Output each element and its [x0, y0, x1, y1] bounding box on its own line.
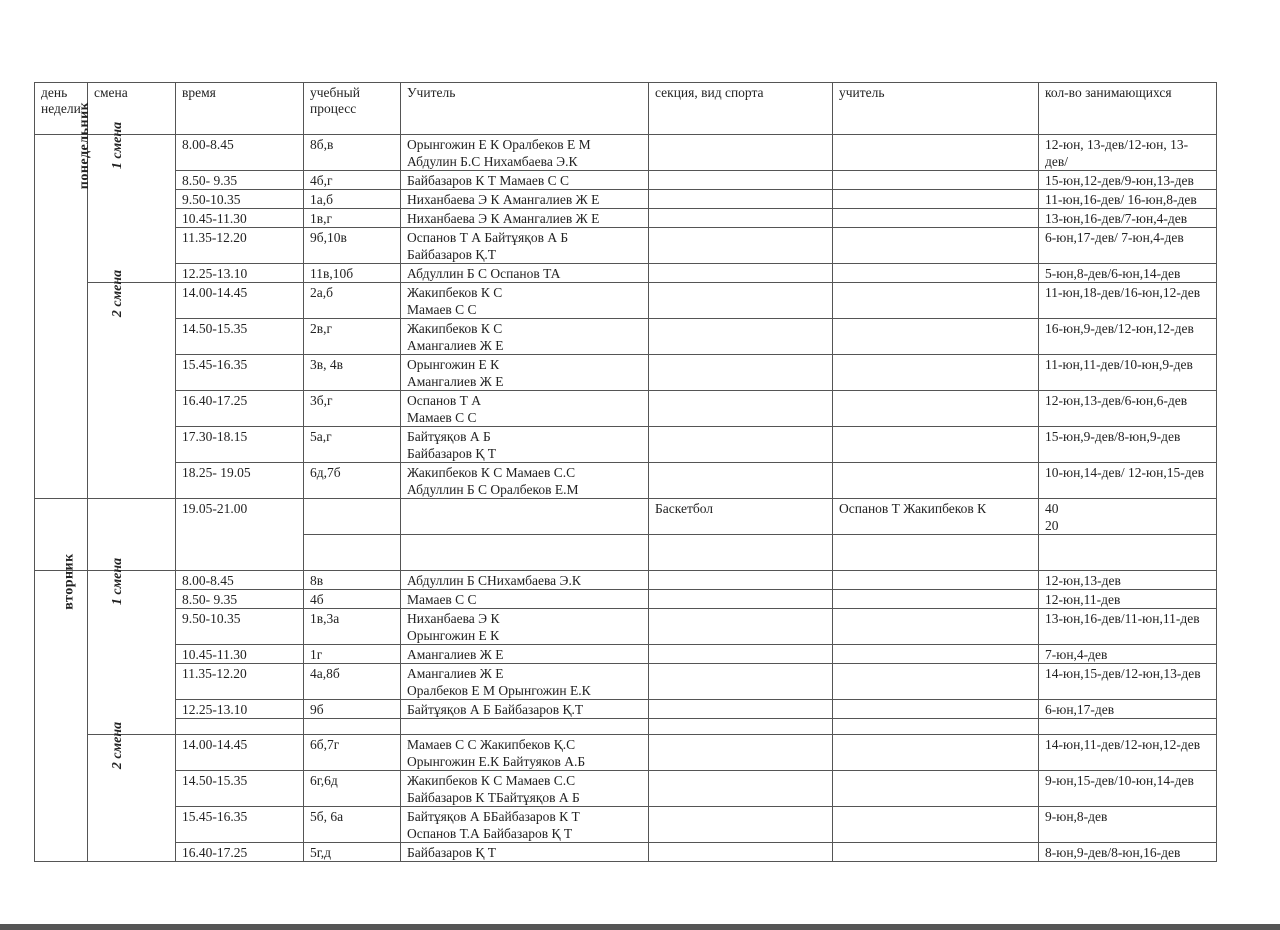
time-cell: 14.50-15.35	[176, 771, 304, 807]
teacher-line-1: Байтұяқов А ББайбазаров К Т	[407, 809, 580, 824]
class-cell: 9б	[304, 700, 401, 719]
teacher-cell	[401, 645, 649, 664]
count-cell: 11-юн,18-дев/16-юн,12-дев	[1039, 283, 1217, 319]
evening-block	[35, 499, 1217, 571]
teacher-line-1: Байбазаров Қ Т	[407, 845, 497, 860]
count-cell: 9-юн,15-дев/10-юн,14-дев	[1039, 771, 1217, 807]
teacher2-cell	[833, 807, 1039, 843]
shift-monday-1	[88, 121, 176, 283]
teacher-line-1: Жакипбеков К С Мамаев С.С	[407, 773, 576, 788]
section-cell	[649, 571, 833, 590]
teacher2-cell	[833, 391, 1039, 427]
table-row	[35, 135, 1217, 171]
time-cell: 12.25-13.10	[176, 700, 304, 719]
teacher2-cell	[833, 283, 1039, 319]
schedule-table	[34, 82, 1217, 862]
evening-count-1: 40	[1045, 501, 1059, 516]
teacher-line-1: Ниханбаева Э К Амангалиев Ж Е	[407, 192, 600, 207]
section-cell	[649, 283, 833, 319]
evening-count-2: 20	[1045, 518, 1059, 533]
teacher-cell	[401, 355, 649, 391]
teacher2-cell	[833, 771, 1039, 807]
class-cell: 4а,8б	[304, 664, 401, 700]
header-section: секция, вид спорта	[649, 83, 833, 135]
shift-monday-2-label: 2 смена	[110, 269, 126, 318]
teacher2-cell	[833, 571, 1039, 590]
teacher-line-1: Орынгожин Е К Оралбеков Е М	[407, 137, 591, 152]
teacher2-cell	[833, 590, 1039, 609]
class-cell: 1в,3а	[304, 609, 401, 645]
teacher-line-2: Байбазаров Қ.Т	[407, 247, 497, 262]
evening-count	[1039, 499, 1217, 535]
teacher-line-2: Мамаев С С	[407, 302, 477, 317]
teacher-cell	[401, 209, 649, 228]
class-cell: 6б,7г	[304, 735, 401, 771]
teacher2-cell	[833, 700, 1039, 719]
class-cell: 5б, 6а	[304, 807, 401, 843]
section-cell	[649, 391, 833, 427]
section-cell	[649, 319, 833, 355]
teacher-line-2: Байбазаров Қ Т	[407, 446, 497, 461]
teacher-line-2: Абдуллин Б С Оралбеков Е.М	[407, 482, 579, 497]
spacer-row	[35, 719, 1217, 735]
teacher-cell	[401, 771, 649, 807]
evening-time: 19.05-21.00	[176, 499, 304, 571]
table-row	[35, 190, 1217, 209]
count-cell: 12-юн, 13-дев/12-юн, 13-дев/	[1039, 135, 1217, 171]
evening-class	[304, 499, 401, 535]
teacher2-cell	[833, 645, 1039, 664]
teacher-line-2: Орынгожин Е К	[407, 628, 500, 643]
class-cell: 5а,г	[304, 427, 401, 463]
class-cell: 4б,г	[304, 171, 401, 190]
count-cell: 16-юн,9-дев/12-юн,12-дев	[1039, 319, 1217, 355]
teacher-line-2: Оспанов Т.А Байбазаров Қ Т	[407, 826, 573, 841]
count-cell: 13-юн,16-дев/7-юн,4-дев	[1039, 209, 1217, 228]
teacher-line-1: Мамаев С С Жакипбеков Қ.С	[407, 737, 576, 752]
header-teacher2: учитель	[833, 83, 1039, 135]
teacher-cell	[401, 319, 649, 355]
monday-block	[35, 101, 1217, 499]
count-cell: 12-юн,11-дев	[1039, 590, 1217, 609]
section-cell	[649, 843, 833, 862]
table-row	[35, 735, 1217, 771]
teacher-line-1: Абдуллин Б С Оспанов ТА	[407, 266, 561, 281]
section-cell	[649, 609, 833, 645]
table-row	[35, 209, 1217, 228]
teacher-line-2: Амангалиев Ж Е	[407, 374, 504, 389]
teacher-cell	[401, 700, 649, 719]
teacher2-cell	[833, 463, 1039, 499]
teacher2-cell	[833, 843, 1039, 862]
table-row	[35, 427, 1217, 463]
teacher2-cell	[833, 264, 1039, 283]
count-cell: 13-юн,16-дев/11-юн,11-дев	[1039, 609, 1217, 645]
count-cell: 14-юн,11-дев/12-юн,12-дев	[1039, 735, 1217, 771]
evening-shift-cell	[88, 499, 176, 571]
time-cell: 8.50- 9.35	[176, 590, 304, 609]
teacher-cell	[401, 571, 649, 590]
section-cell	[649, 209, 833, 228]
evening-row	[35, 499, 1217, 535]
section-cell	[649, 664, 833, 700]
teacher-line-2: Абдулин Б.С Нихамбаева Э.К	[407, 154, 578, 169]
count-cell: 10-юн,14-дев/ 12-юн,15-дев	[1039, 463, 1217, 499]
table-row	[35, 771, 1217, 807]
time-cell: 8.50- 9.35	[176, 171, 304, 190]
header-process: учебный процесс	[304, 83, 401, 135]
class-cell: 1в,г	[304, 209, 401, 228]
teacher2-cell	[833, 355, 1039, 391]
day-tuesday	[35, 553, 88, 862]
time-cell: 15.45-16.35	[176, 807, 304, 843]
time-cell: 14.50-15.35	[176, 319, 304, 355]
teacher-cell	[401, 283, 649, 319]
table-row	[35, 355, 1217, 391]
teacher-line-1: Жакипбеков К С	[407, 321, 503, 336]
shift-tuesday-1-label: 1 смена	[110, 557, 126, 606]
teacher2-cell	[833, 190, 1039, 209]
teacher2-cell	[833, 609, 1039, 645]
section-cell	[649, 700, 833, 719]
teacher-line-2: Оралбеков Е М Орынгожин Е.К	[407, 683, 591, 698]
teacher-line-1: Байбазаров К Т Мамаев С С	[407, 173, 569, 188]
count-cell: 6-юн,17-дев	[1039, 700, 1217, 719]
day-monday-label: понедельник	[77, 101, 93, 190]
teacher2-cell	[833, 319, 1039, 355]
teacher-line-1: Ниханбаева Э К	[407, 611, 500, 626]
day-tuesday-label: вторник	[61, 553, 77, 610]
class-cell: 8в	[304, 571, 401, 590]
teacher-cell	[401, 843, 649, 862]
day-monday	[35, 101, 93, 499]
teacher-line-1: Оспанов Т А Байтұяқов А Б	[407, 230, 569, 245]
time-cell: 8.00-8.45	[176, 571, 304, 590]
time-cell: 9.50-10.35	[176, 190, 304, 209]
count-cell: 12-юн,13-дев/6-юн,6-дев	[1039, 391, 1217, 427]
class-cell: 2а,б	[304, 283, 401, 319]
count-cell: 12-юн,13-дев	[1039, 571, 1217, 590]
class-cell: 3б,г	[304, 391, 401, 427]
teacher-line-2: Мамаев С С	[407, 410, 477, 425]
shift-tuesday-2-label: 2 смена	[110, 721, 126, 770]
teacher-cell	[401, 190, 649, 209]
class-cell: 1г	[304, 645, 401, 664]
shift-monday-1-label: 1 смена	[110, 121, 126, 170]
teacher-cell	[401, 664, 649, 700]
teacher-line-1: Жакипбеков К С Мамаев С.С	[407, 465, 576, 480]
table-row	[35, 609, 1217, 645]
time-cell: 18.25- 19.05	[176, 463, 304, 499]
count-cell: 15-юн,12-дев/9-юн,13-дев	[1039, 171, 1217, 190]
teacher-line-1: Байтұяқов А Б Байбазаров Қ.Т	[407, 702, 584, 717]
table-row	[35, 319, 1217, 355]
time-cell: 16.40-17.25	[176, 843, 304, 862]
table-row	[35, 283, 1217, 319]
section-cell	[649, 190, 833, 209]
header-teacher: Учитель	[401, 83, 649, 135]
table-row	[35, 843, 1217, 862]
teacher2-cell	[833, 209, 1039, 228]
count-cell: 8-юн,9-дев/8-юн,16-дев	[1039, 843, 1217, 862]
class-cell: 6г,6д	[304, 771, 401, 807]
time-cell: 9.50-10.35	[176, 609, 304, 645]
time-cell: 14.00-14.45	[176, 283, 304, 319]
count-cell: 11-юн,16-дев/ 16-юн,8-дев	[1039, 190, 1217, 209]
teacher2-cell	[833, 427, 1039, 463]
class-cell: 8б,в	[304, 135, 401, 171]
teacher-line-2: Байбазаров К ТБайтұяқов А Б	[407, 790, 580, 805]
header-count: кол-во занимающихся	[1039, 83, 1217, 135]
table-row	[35, 228, 1217, 264]
teacher-cell	[401, 135, 649, 171]
teacher-line-2: Амангалиев Ж Е	[407, 338, 504, 353]
table-row	[35, 590, 1217, 609]
class-cell: 11в,10б	[304, 264, 401, 283]
teacher-cell	[401, 391, 649, 427]
count-cell: 6-юн,17-дев/ 7-юн,4-дев	[1039, 228, 1217, 264]
time-cell: 11.35-12.20	[176, 664, 304, 700]
time-cell: 17.30-18.15	[176, 427, 304, 463]
teacher-cell	[401, 264, 649, 283]
time-cell: 10.45-11.30	[176, 209, 304, 228]
table-row	[35, 645, 1217, 664]
teacher-cell	[401, 171, 649, 190]
teacher2-cell	[833, 735, 1039, 771]
time-cell: 14.00-14.45	[176, 735, 304, 771]
time-cell: 8.00-8.45	[176, 135, 304, 171]
evening-section: Баскетбол	[649, 499, 833, 535]
teacher-cell	[401, 463, 649, 499]
evening-teacher	[401, 499, 649, 535]
section-cell	[649, 807, 833, 843]
teacher-cell	[401, 427, 649, 463]
section-cell	[649, 228, 833, 264]
header-shift: смена	[88, 83, 176, 135]
section-cell	[649, 645, 833, 664]
table-row	[35, 463, 1217, 499]
header-day: день недели	[35, 83, 88, 135]
teacher-cell	[401, 807, 649, 843]
table-row	[35, 807, 1217, 843]
shift-tuesday-2	[88, 721, 176, 862]
teacher2-cell	[833, 228, 1039, 264]
scan-edge	[0, 924, 1280, 930]
teacher-line-2: Орынгожин Е.К Байтуяков А.Б	[407, 754, 586, 769]
count-cell: 15-юн,9-дев/8-юн,9-дев	[1039, 427, 1217, 463]
teacher-cell	[401, 609, 649, 645]
teacher-line-1: Мамаев С С	[407, 592, 477, 607]
class-cell: 4б	[304, 590, 401, 609]
time-cell: 16.40-17.25	[176, 391, 304, 427]
class-cell: 5г,д	[304, 843, 401, 862]
class-cell: 6д,7б	[304, 463, 401, 499]
class-cell: 3в, 4в	[304, 355, 401, 391]
count-cell: 9-юн,8-дев	[1039, 807, 1217, 843]
teacher-line-1: Оспанов Т А	[407, 393, 482, 408]
time-cell: 10.45-11.30	[176, 645, 304, 664]
header-row	[35, 83, 1217, 135]
class-cell: 9б,10в	[304, 228, 401, 264]
section-cell	[649, 264, 833, 283]
teacher-cell	[401, 228, 649, 264]
section-cell	[649, 463, 833, 499]
teacher2-cell	[833, 171, 1039, 190]
table-row	[35, 391, 1217, 427]
count-cell: 14-юн,15-дев/12-юн,13-дев	[1039, 664, 1217, 700]
section-cell	[649, 735, 833, 771]
count-cell: 5-юн,8-дев/6-юн,14-дев	[1039, 264, 1217, 283]
shift-tuesday-1	[88, 557, 176, 735]
evening-teachers: Оспанов Т Жакипбеков К	[833, 499, 1039, 535]
teacher-line-1: Ниханбаева Э К Амангалиев Ж Е	[407, 211, 600, 226]
teacher2-cell	[833, 135, 1039, 171]
teacher2-cell	[833, 664, 1039, 700]
teacher-cell	[401, 735, 649, 771]
count-cell: 11-юн,11-дев/10-юн,9-дев	[1039, 355, 1217, 391]
time-cell: 11.35-12.20	[176, 228, 304, 264]
class-cell: 1а,б	[304, 190, 401, 209]
section-cell	[649, 427, 833, 463]
table-row	[35, 571, 1217, 590]
count-cell: 7-юн,4-дев	[1039, 645, 1217, 664]
section-cell	[649, 171, 833, 190]
time-cell: 15.45-16.35	[176, 355, 304, 391]
shift-monday-2	[88, 269, 176, 499]
section-cell	[649, 355, 833, 391]
teacher-line-1: Жакипбеков К С	[407, 285, 503, 300]
class-cell: 2в,г	[304, 319, 401, 355]
table-row	[35, 664, 1217, 700]
teacher-line-1: Абдуллин Б СНихамбаева Э.К	[407, 573, 581, 588]
table-row	[35, 700, 1217, 719]
tuesday-block	[35, 553, 1217, 862]
teacher-line-1: Орынгожин Е К	[407, 357, 500, 372]
table-row	[35, 171, 1217, 190]
teacher-line-1: Амангалиев Ж Е	[407, 666, 504, 681]
teacher-cell	[401, 590, 649, 609]
section-cell	[649, 590, 833, 609]
header-time: время	[176, 83, 304, 135]
teacher-line-1: Амангалиев Ж Е	[407, 647, 504, 662]
table-row	[35, 264, 1217, 283]
section-cell	[649, 771, 833, 807]
teacher-line-1: Байтұяқов А Б	[407, 429, 491, 444]
section-cell	[649, 135, 833, 171]
time-cell: 12.25-13.10	[176, 264, 304, 283]
